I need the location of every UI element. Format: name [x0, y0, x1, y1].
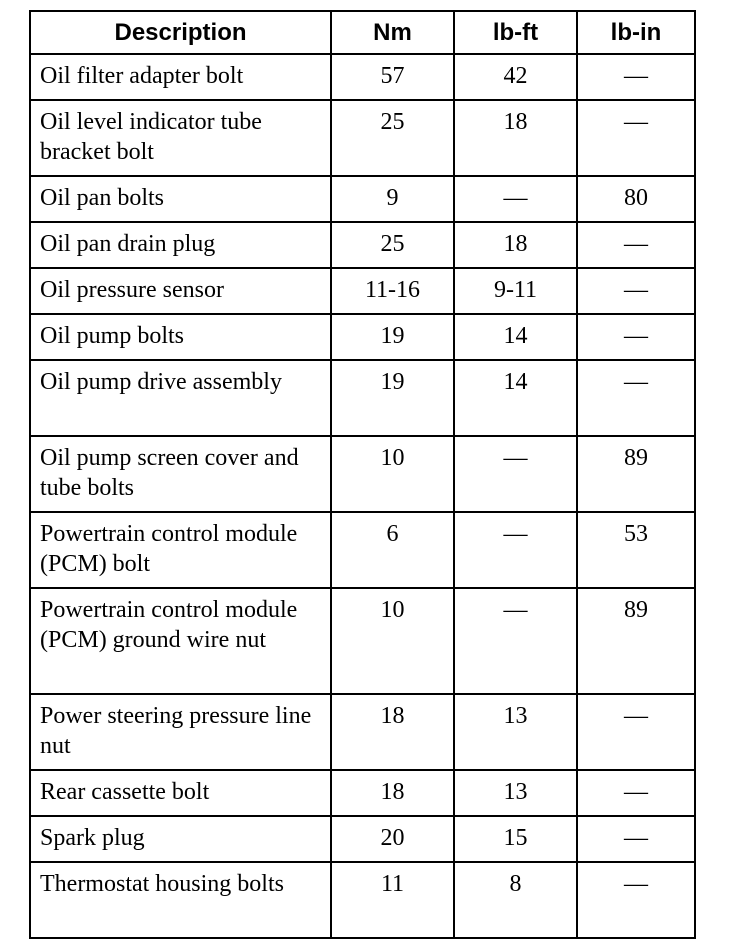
cell-nm: 10 — [331, 436, 454, 512]
cell-nm: 11-16 — [331, 268, 454, 314]
cell-nm: 20 — [331, 816, 454, 862]
cell-lbin: 53 — [577, 512, 695, 588]
cell-nm: 57 — [331, 54, 454, 100]
header-lbin: lb-in — [577, 11, 695, 54]
cell-description: Oil pan drain plug — [30, 222, 331, 268]
cell-lbft: 8 — [454, 862, 577, 938]
header-row — [30, 11, 695, 54]
cell-lbin: — — [577, 314, 695, 360]
cell-lbin: 89 — [577, 436, 695, 512]
cell-lbft: 14 — [454, 314, 577, 360]
cell-lbft: — — [454, 436, 577, 512]
table-row — [30, 862, 695, 938]
cell-description: Powertrain control module (PCM) ground wire nut — [30, 588, 331, 694]
cell-lbft: 18 — [454, 222, 577, 268]
cell-description: Oil pump screen cover and tube bolts — [30, 436, 331, 512]
cell-lbin: — — [577, 54, 695, 100]
cell-lbft: — — [454, 176, 577, 222]
table-row — [30, 360, 695, 436]
cell-description: Oil pump drive assembly — [30, 360, 331, 436]
table-row — [30, 512, 695, 588]
cell-lbin: — — [577, 222, 695, 268]
cell-lbin: — — [577, 694, 695, 770]
table-row — [30, 314, 695, 360]
table-row — [30, 694, 695, 770]
cell-description: Power steering pressure line nut — [30, 694, 331, 770]
cell-lbft: 42 — [454, 54, 577, 100]
table-row — [30, 268, 695, 314]
cell-nm: 18 — [331, 694, 454, 770]
table-row — [30, 770, 695, 816]
cell-description: Oil pan bolts — [30, 176, 331, 222]
cell-lbft: — — [454, 588, 577, 694]
cell-description: Powertrain control module (PCM) bolt — [30, 512, 331, 588]
cell-nm: 9 — [331, 176, 454, 222]
cell-nm: 6 — [331, 512, 454, 588]
cell-lbft: 9-11 — [454, 268, 577, 314]
cell-description: Spark plug — [30, 816, 331, 862]
cell-description: Thermostat housing bolts — [30, 862, 331, 938]
cell-lbin: — — [577, 100, 695, 176]
cell-description: Oil pressure sensor — [30, 268, 331, 314]
cell-nm: 10 — [331, 588, 454, 694]
cell-nm: 25 — [331, 222, 454, 268]
table-row — [30, 54, 695, 100]
header-nm: Nm — [331, 11, 454, 54]
cell-lbft: 14 — [454, 360, 577, 436]
cell-lbin: — — [577, 268, 695, 314]
table-row — [30, 816, 695, 862]
table-row — [30, 222, 695, 268]
header-description: Description — [30, 11, 331, 54]
cell-lbft: 13 — [454, 770, 577, 816]
cell-description: Oil level indicator tube bracket bolt — [30, 100, 331, 176]
cell-lbin: — — [577, 770, 695, 816]
cell-description: Oil pump bolts — [30, 314, 331, 360]
cell-lbft: — — [454, 512, 577, 588]
table-row — [30, 100, 695, 176]
table-row — [30, 176, 695, 222]
cell-lbin: — — [577, 816, 695, 862]
cell-nm: 19 — [331, 314, 454, 360]
table-row — [30, 588, 695, 694]
cell-description: Rear cassette bolt — [30, 770, 331, 816]
cell-lbin: 89 — [577, 588, 695, 694]
table-row — [30, 436, 695, 512]
cell-lbft: 18 — [454, 100, 577, 176]
cell-description: Oil filter adapter bolt — [30, 54, 331, 100]
cell-lbft: 13 — [454, 694, 577, 770]
cell-nm: 25 — [331, 100, 454, 176]
cell-lbin: — — [577, 360, 695, 436]
torque-spec-table — [29, 10, 696, 939]
cell-nm: 19 — [331, 360, 454, 436]
cell-lbin: — — [577, 862, 695, 938]
cell-nm: 11 — [331, 862, 454, 938]
cell-nm: 18 — [331, 770, 454, 816]
header-lbft: lb-ft — [454, 11, 577, 54]
cell-lbft: 15 — [454, 816, 577, 862]
cell-lbin: 80 — [577, 176, 695, 222]
